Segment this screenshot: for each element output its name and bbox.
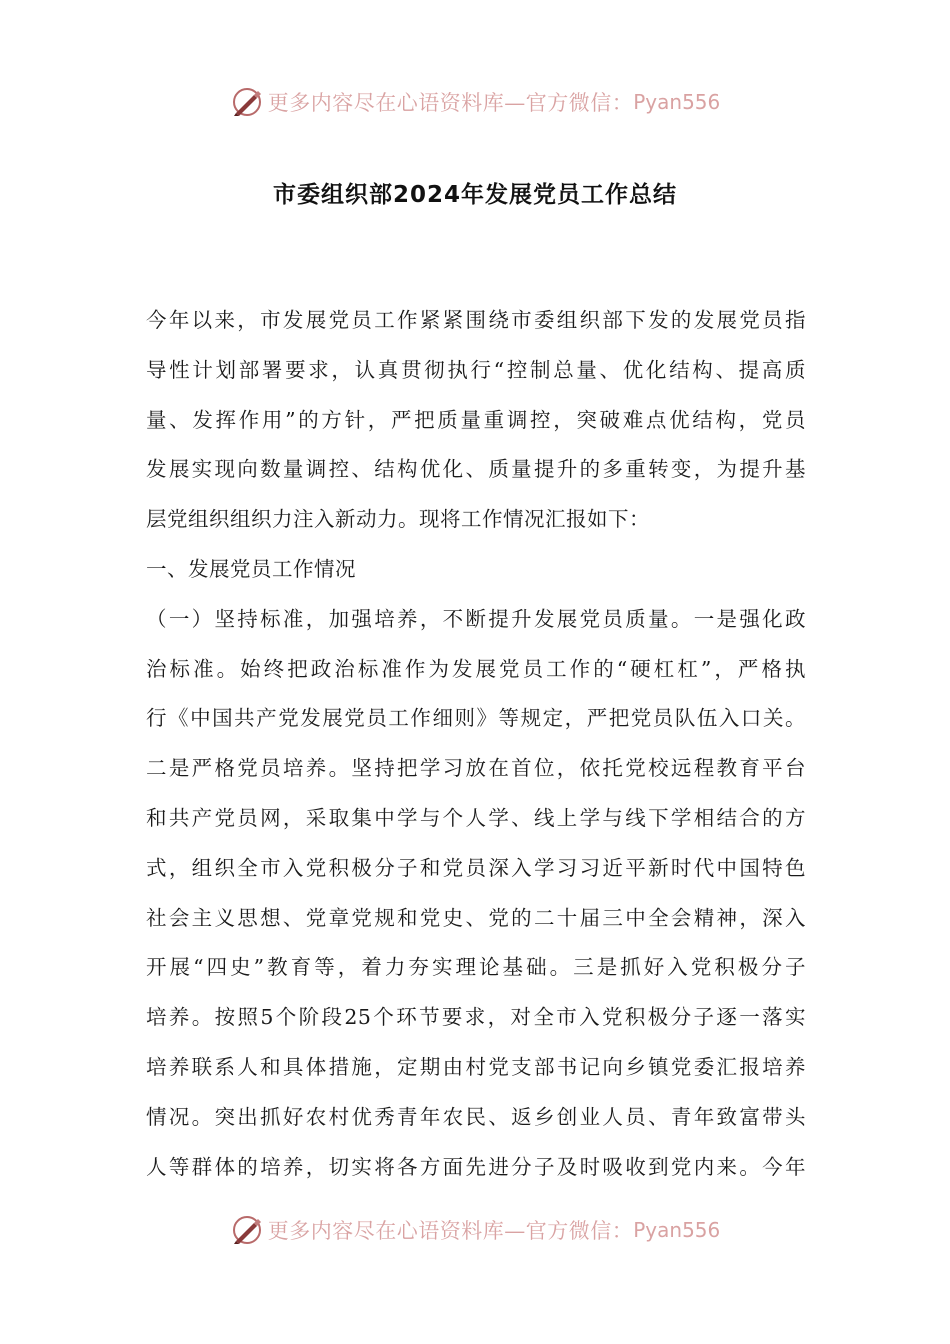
body-line: 情况。突出抓好农村优秀青年农民、返乡创业人员、青年致富带头 (146, 1104, 806, 1129)
watermark-text: 更多内容尽在心语资料库—官方微信： (267, 91, 634, 115)
body-line: （一）坚持标准，加强培养，不断提升发展党员质量。一是强化政 (146, 606, 806, 631)
body-line: 和共产党员网，采取集中学与个人学、线上学与线下学相结合的方 (146, 805, 806, 830)
body-line: 社会主义思想、党章党规和党史、党的二十届三中全会精神，深入 (146, 905, 806, 930)
document-title: 市委组织部2024年发展党员工作总结 (272, 182, 677, 208)
body-line: 量、发挥作用”的方针，严把质量重调控，突破难点优结构，党员 (146, 407, 806, 432)
body-line: 二是严格党员培养。坚持把学习放在首位，依托党校远程教育平台 (146, 756, 806, 781)
body-line: 开展“四史”教育等，着力夯实理论基础。三是抓好入党积极分子 (146, 955, 806, 980)
body-line: 层党组织组织力注入新动力。现将工作情况汇报如下： (146, 507, 650, 532)
body-line: 式，组织全市入党积极分子和党员深入学习习近平新时代中国特色 (146, 855, 806, 880)
body-line: 今年以来，市发展党员工作紧紧围绕市委组织部下发的发展党员指 (146, 308, 806, 332)
pen-logo-icon (230, 1213, 264, 1247)
watermark-text: 更多内容尽在心语资料库—官方微信： (267, 1219, 634, 1243)
body-line: 培养联系人和具体措施，定期由村党支部书记向乡镇党委汇报培养 (146, 1054, 806, 1079)
watermark-banner-bottom (0, 1208, 950, 1252)
body-line: 人等群体的培养，切实将各方面先进分子及时吸收到党内来。今年 (146, 1154, 806, 1179)
section-heading: 一、发展党员工作情况 (146, 556, 356, 581)
watermark-banner-top (0, 80, 950, 124)
body-line: 发展实现向数量调控、结构优化、质量提升的多重转变，为提升基 (146, 457, 806, 482)
pen-logo-icon (230, 85, 264, 119)
body-line: 行《中国共产党发展党员工作细则》等规定，严把党员队伍入口关。 (146, 706, 806, 731)
body-line: 导性计划部署要求，认真贯彻执行“控制总量、优化结构、提高质 (146, 357, 806, 382)
document-body (146, 296, 806, 1192)
watermark-wechat-id: Pyan556 (633, 1218, 721, 1242)
body-line: 培养。按照5个阶段25个环节要求，对全市入党积极分子逐一落实 (146, 1005, 806, 1030)
watermark-wechat-id: Pyan556 (633, 90, 721, 114)
body-line: 治标准。始终把政治标准作为发展党员工作的“硬杠杠”，严格执 (146, 656, 806, 681)
